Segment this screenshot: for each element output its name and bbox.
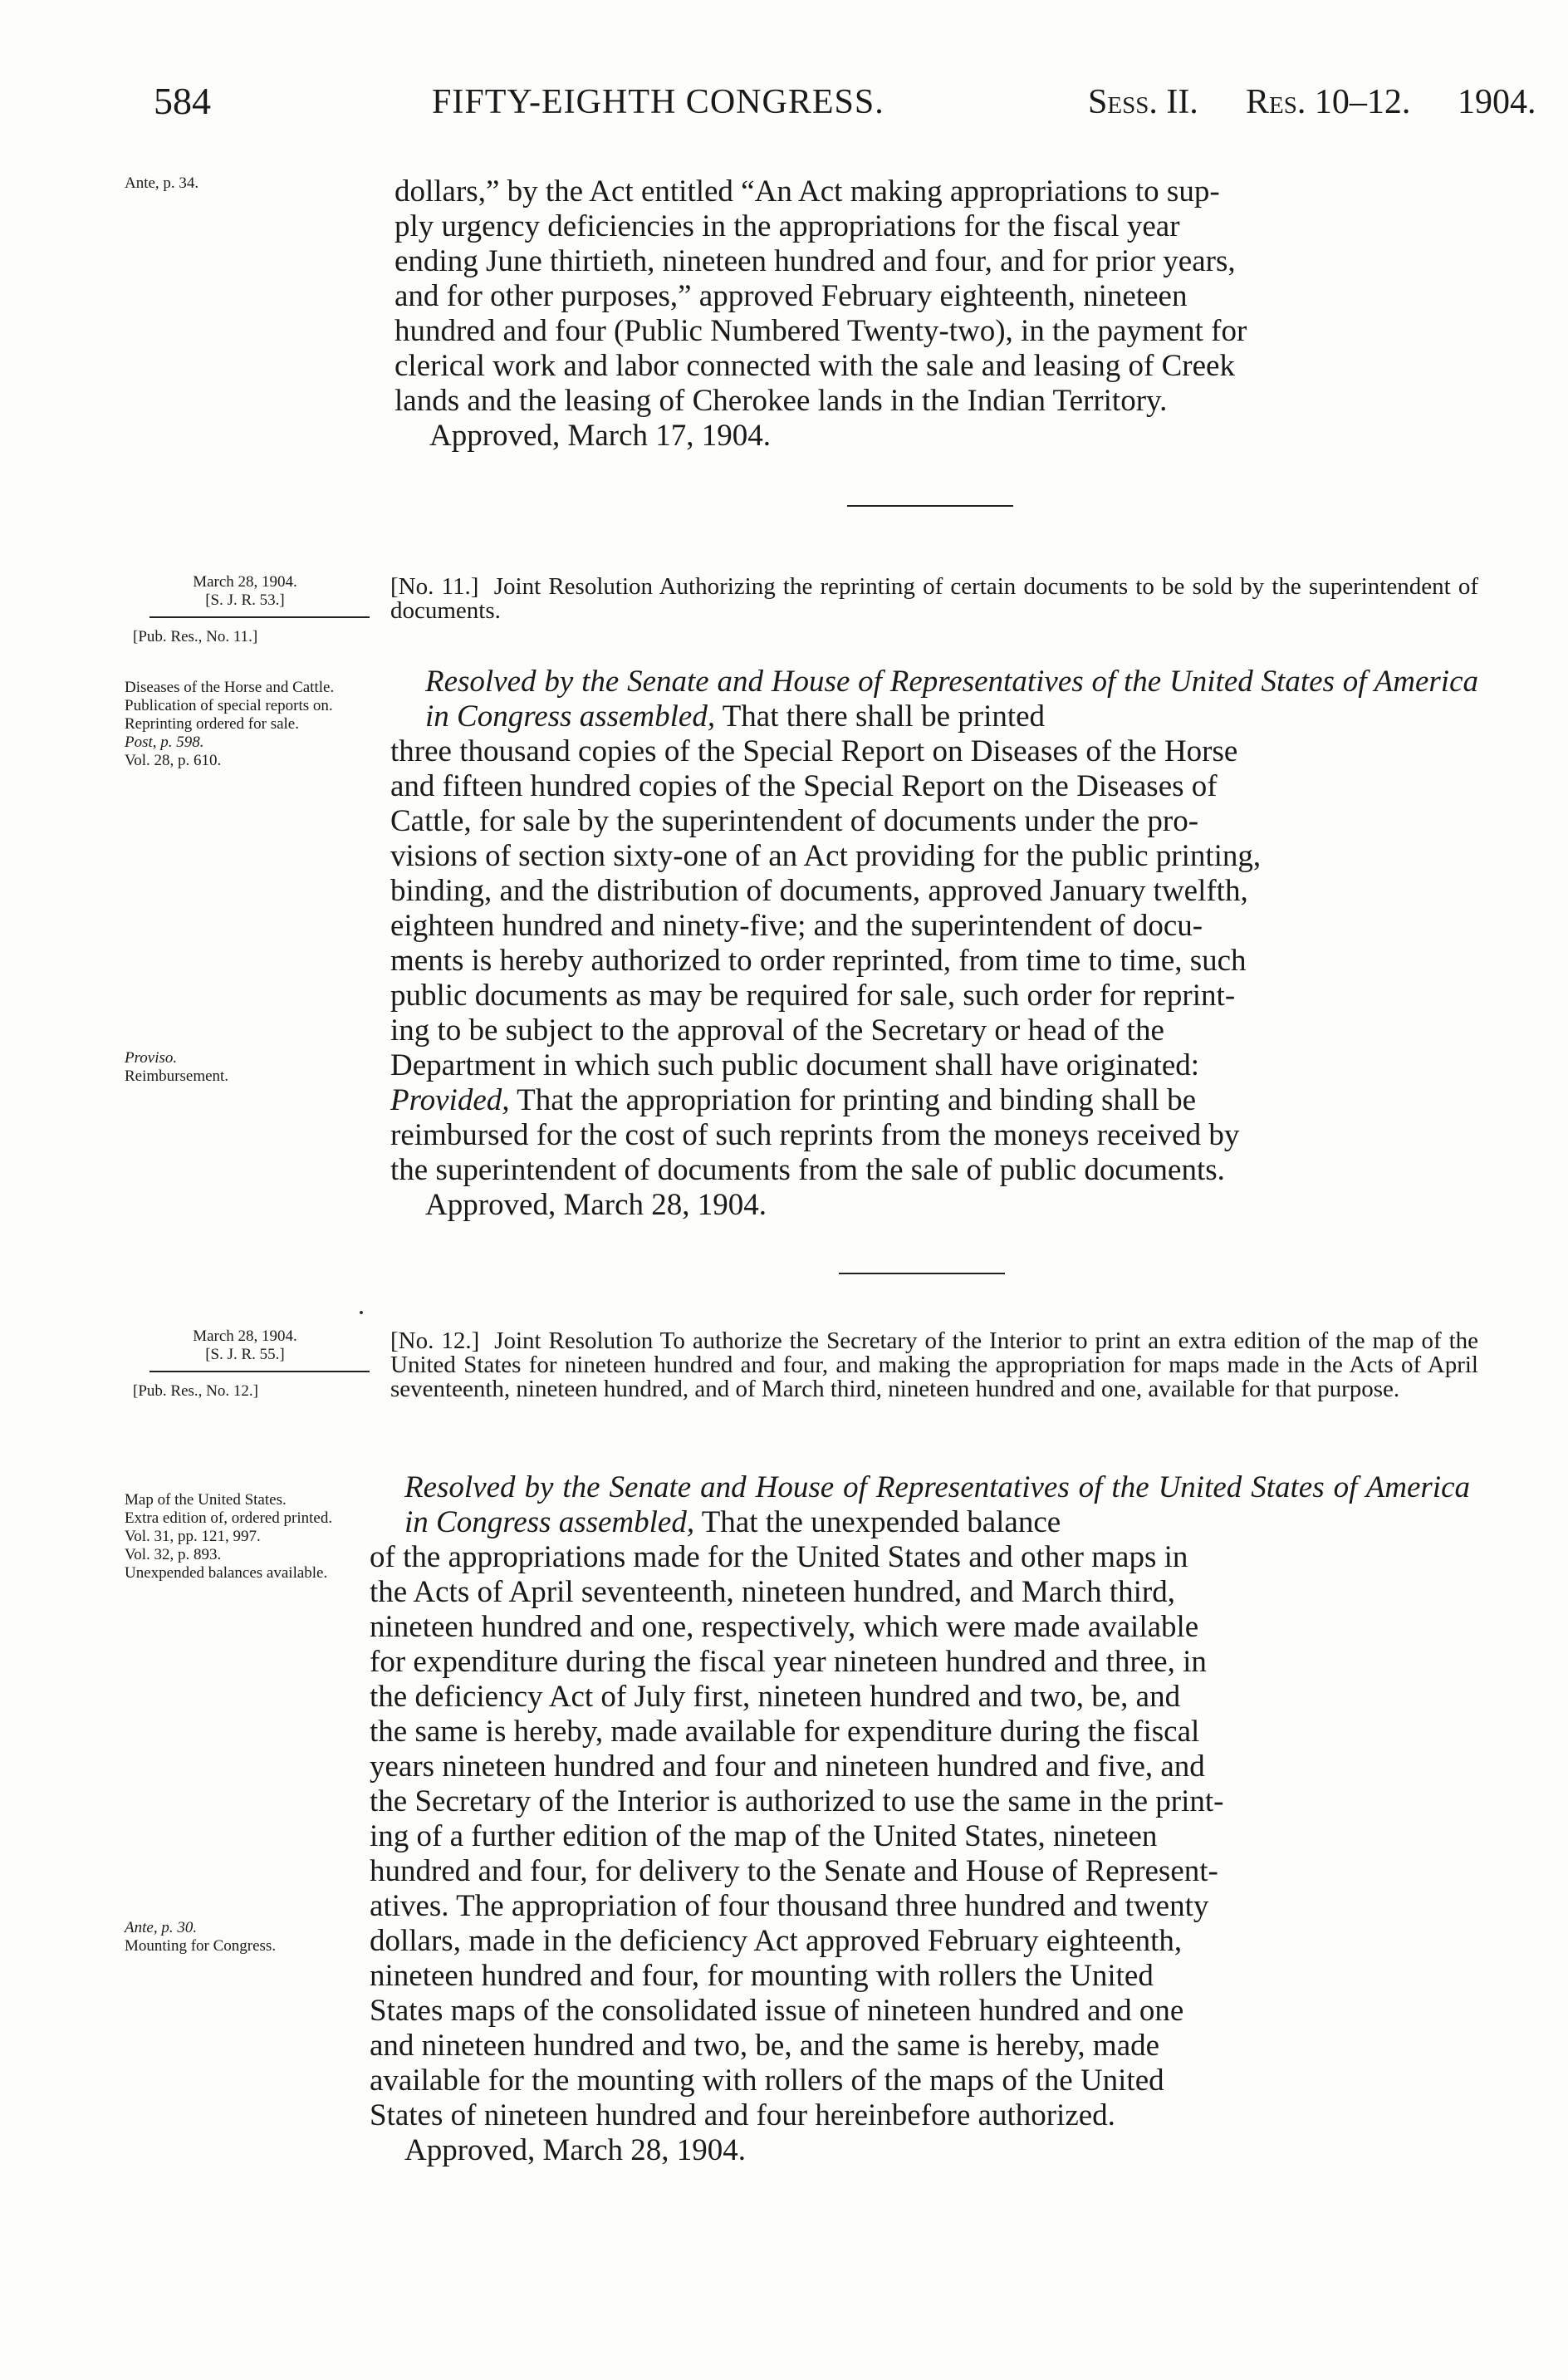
text-line: the deficiency Act of July first, nineteen hundred and two, be, and	[370, 1680, 1181, 1714]
text-line: dollars,” by the Act entitled “An Act making appropriations to sup-	[394, 174, 1220, 209]
text-line: the Acts of April seventeenth, nineteen hundred, and March third,	[370, 1575, 1175, 1609]
margin-note: Post, p. 598.	[125, 734, 204, 751]
text-line: hundred and four (Public Numbered Twenty-two), in the payment for	[394, 314, 1247, 348]
proviso-note: Proviso.	[125, 1049, 178, 1067]
enacting-clause: Resolved by the Senate and House of Representatives of the United States of America in Congress assembled,	[404, 1470, 1470, 1539]
senate-bill: [S. J. R. 53.]	[205, 591, 285, 609]
margin-note: Reprinting ordered for sale.	[125, 715, 299, 733]
section1-body	[394, 174, 1478, 454]
pub-res-number: [Pub. Res., No. 11.]	[133, 628, 258, 645]
text-line: ing to be subject to the approval of the Secretary or head of the	[390, 1013, 1164, 1048]
text-line: the same is hereby, made available for expenditure during the fiscal	[370, 1715, 1200, 1749]
margin-notes-12	[125, 1491, 374, 1583]
reimbursement-note: Reimbursement.	[125, 1067, 229, 1085]
page-number: 584	[154, 80, 211, 122]
text-line: That the appropriation for printing and binding shall be	[517, 1083, 1197, 1117]
margin-rule	[149, 1371, 370, 1372]
text-line: and for other purposes,” approved February eighteenth, nineteen	[394, 279, 1188, 313]
text-line: ing of a further edition of the map of the United States, nineteen	[370, 1819, 1158, 1853]
year-label: 1904.	[1458, 83, 1536, 121]
text-line: eighteen hundred and ninety-five; and the superintendent of docu-	[390, 909, 1203, 943]
text-line: dollars, made in the deficiency Act approved February eighteenth,	[370, 1924, 1183, 1958]
approved-line: Approved, March 28, 1904.	[425, 1188, 767, 1222]
text-line: States of nineteen hundred and four hereinbefore authorized.	[370, 2098, 1115, 2132]
text-line: the superintendent of documents from the sale of public documents.	[390, 1153, 1225, 1187]
senate-bill: [S. J. R. 55.]	[205, 1346, 285, 1363]
ante-note: Ante, p. 30.	[125, 1919, 198, 1936]
resolutions-label: Res. 10–12.	[1246, 83, 1411, 121]
margin-note: Extra edition of, ordered printed.	[125, 1509, 333, 1527]
text-line: nineteen hundred and four, for mounting with rollers the United	[370, 1959, 1154, 1993]
resolution-number: [No. 11.]	[390, 573, 479, 600]
text-line: That there shall be printed	[722, 699, 1046, 734]
running-header	[154, 79, 1536, 129]
section-divider	[839, 1273, 1005, 1274]
resolution-caption-11	[390, 575, 1478, 623]
margin-note: Unexpended balances available.	[125, 1564, 328, 1582]
resolution-date: March 28, 1904.	[193, 573, 297, 591]
text-line: years nineteen hundred and four and nineteen hundred and five, and	[370, 1749, 1205, 1784]
text-line: clerical work and labor connected with the sale and leasing of Creek	[394, 349, 1235, 383]
enacting-clause: Resolved by the Senate and House of Representatives of the United States of America in Congress assembled,	[425, 665, 1478, 734]
section-divider	[847, 505, 1013, 507]
margin-note: Map of the United States.	[125, 1491, 287, 1509]
text-line: lands and the leasing of Cherokee lands in the Indian Territory.	[394, 384, 1168, 418]
approved-line: Approved, March 28, 1904.	[404, 2133, 747, 2167]
text-line: reimbursed for the cost of such reprints from the moneys received by	[390, 1118, 1240, 1152]
section2-body	[390, 665, 1478, 1223]
margin-dates-11	[133, 573, 357, 610]
section3-body	[370, 1470, 1470, 2168]
margin-mounting	[125, 1919, 374, 1956]
text-line: ply urgency deficiencies in the appropriations for the fiscal year	[394, 209, 1180, 243]
session-label: Sess. II.	[1088, 83, 1198, 121]
resolution-caption-12	[390, 1329, 1478, 1401]
caption-text: Joint Resolution To authorize the Secretary of the Interior to print an extra edition of the map of the United States for nineteen hundred and four, and making the appropriation for maps made in the Acts of April seventeenth, nineteen hundred, and of March third, nineteen hundred and one, available for that purpose.	[390, 1327, 1478, 1402]
text-line: hundred and four, for delivery to the Senate and House of Represent-	[370, 1854, 1218, 1888]
text-line: and fifteen hundred copies of the Special Report on the Diseases of	[390, 769, 1218, 803]
caption-text: Joint Resolution Authorizing the reprinting of certain documents to be sold by the superintendent of documents.	[390, 573, 1478, 624]
text-line: three thousand copies of the Special Report on Diseases of the Horse	[390, 734, 1238, 768]
text-line: Cattle, for sale by the superintendent of documents under the pro-	[390, 804, 1199, 838]
text-line: atives. The appropriation of four thousand three hundred and twenty	[370, 1889, 1209, 1923]
margin-dates-12	[133, 1327, 357, 1364]
text-line: Department in which such public document shall have originated:	[390, 1048, 1200, 1082]
resolution-number: [No. 12.]	[390, 1327, 480, 1354]
text-line: nineteen hundred and one, respectively, which were made available	[370, 1610, 1199, 1644]
margin-note: Diseases of the Horse and Cattle.	[125, 679, 335, 696]
mounting-note: Mounting for Congress.	[125, 1937, 277, 1955]
pub-res-number: [Pub. Res., No. 12.]	[133, 1382, 258, 1400]
text-line: ending June thirtieth, nineteen hundred and four, and for prior years,	[394, 244, 1236, 278]
text-line: States maps of the consolidated issue of nineteen hundred and one	[370, 1994, 1184, 2028]
provided-word: Provided,	[390, 1083, 510, 1117]
text-line: public documents as may be required for sale, such order for reprint-	[390, 979, 1236, 1013]
margin-notes-11	[125, 679, 374, 770]
text-line: visions of section sixty-one of an Act providing for the public printing,	[390, 839, 1262, 873]
resolution-date: March 28, 1904.	[193, 1327, 297, 1345]
margin-note: Vol. 31, pp. 121, 997.	[125, 1528, 261, 1545]
text-line: binding, and the distribution of documents, approved January twelfth,	[390, 874, 1248, 908]
margin-note: Publication of special reports on.	[125, 697, 333, 714]
congress-title: FIFTY-EIGHTH CONGRESS.	[432, 83, 884, 121]
margin-note: Vol. 32, p. 893.	[125, 1546, 222, 1563]
approved-line: Approved, March 17, 1904.	[429, 419, 772, 453]
text-line: That the unexpended balance	[701, 1505, 1061, 1539]
margin-note: Vol. 28, p. 610.	[125, 752, 222, 769]
margin-proviso	[125, 1049, 374, 1086]
text-line: and nineteen hundred and two, be, and the same is hereby, made	[370, 2029, 1160, 2063]
text-line: of the appropriations made for the United States and other maps in	[370, 1540, 1188, 1574]
margin-note-ante: Ante, p. 34.	[125, 174, 199, 192]
text-line: for expenditure during the fiscal year nineteen hundred and three, in	[370, 1645, 1207, 1679]
margin-rule	[149, 616, 370, 618]
text-line: ments is hereby authorized to order reprinted, from time to time, such	[390, 944, 1247, 978]
print-speck	[360, 1311, 363, 1314]
text-line: available for the mounting with rollers of the maps of the United	[370, 2063, 1164, 2098]
text-line: the Secretary of the Interior is authorized to use the same in the print-	[370, 1784, 1224, 1818]
